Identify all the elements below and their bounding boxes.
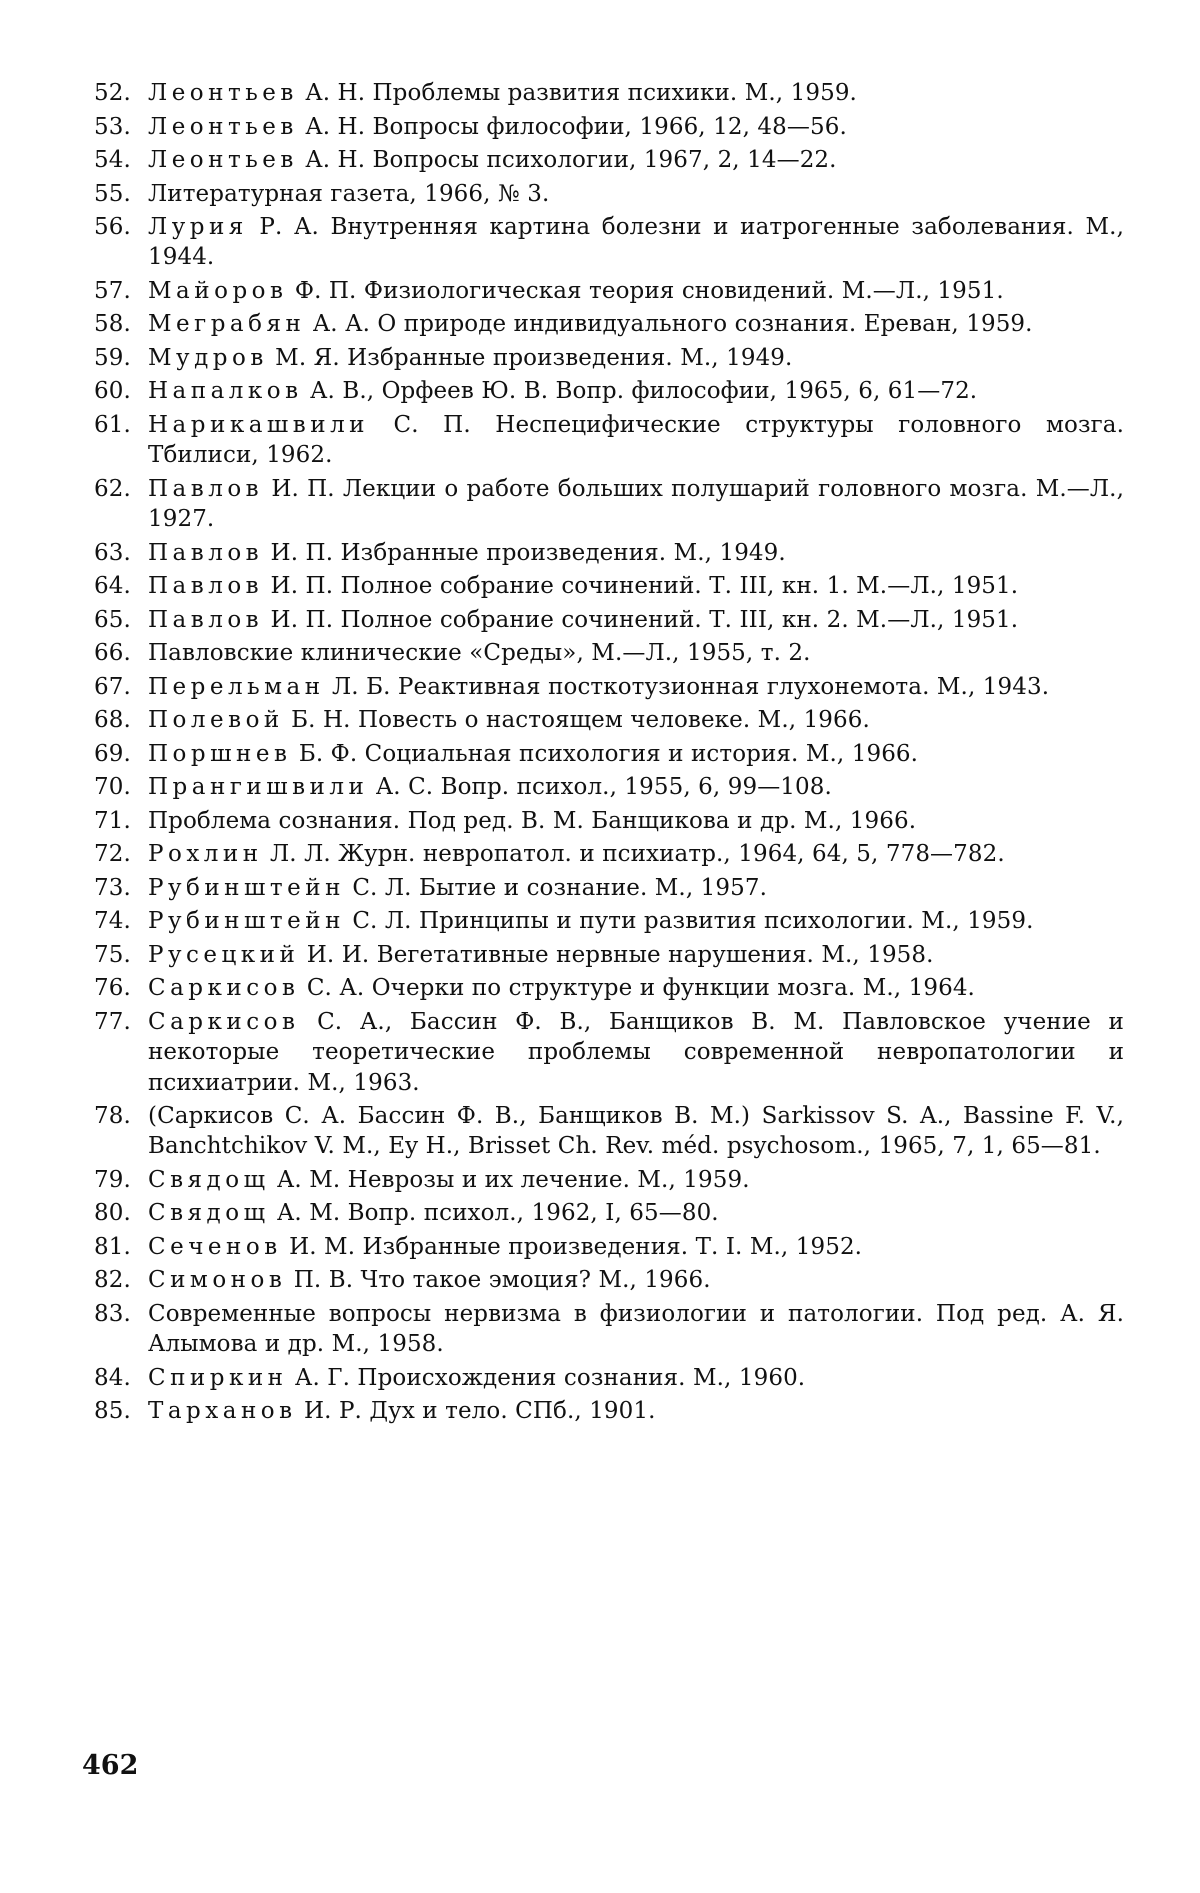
reference-author: Леонтьев [148,80,298,106]
reference-author: Павлов [148,539,264,566]
reference-item [94,1101,1124,1162]
reference-number: 71. [94,807,131,834]
reference-text: А. В., Орфеев Ю. В. Вопр. философии, 1965, 6, 61—72. [302,378,978,405]
reference-author: Лурия [148,214,248,240]
reference-text: Л. Б. Реактивная посткотузионная глухонемота. М., 1943. [324,673,1050,700]
reference-item [94,839,1124,869]
reference-text: С. Л. Бытие и сознание. М., 1957. [344,874,768,901]
reference-text: Проблема сознания. Под ред. В. М. Банщикова и др. М., 1966. [148,807,917,834]
reference-item [94,1165,1124,1195]
reference-number: 63. [94,539,131,566]
reference-text: С. А. Очерки по структуре и функции мозга. М., 1964. [299,975,975,1002]
reference-author: Перельман [148,673,325,700]
reference-text: Б. Ф. Социальная психология и история. М., 1966. [291,740,919,767]
reference-number: 75. [94,941,131,968]
reference-number: 54. [94,147,131,173]
reference-text: А. Н. Вопросы философии, 1966, 12, 48—56. [297,113,847,140]
reference-author: Саркисов [148,1008,300,1035]
reference-item [94,1198,1124,1228]
reference-item [94,179,1124,209]
reference-text: И. П. Лекции о работе больших полушарий головного мозга. М.—Л., 1927. [148,475,1124,533]
reference-number: 56. [94,214,131,240]
reference-text: А. М. Неврозы и их лечение. М., 1959. [269,1166,750,1193]
reference-author: Леонтьев [148,113,298,140]
reference-text: А. Г. Происхождения сознания. М., 1960. [287,1364,806,1391]
reference-text: Ф. П. Физиологическая теория сновидений. М.—Л., 1951. [287,277,1004,304]
reference-author: Рубинштейн [148,908,345,935]
reference-item [94,1007,1124,1098]
reference-item [94,638,1124,668]
reference-item [94,538,1124,568]
reference-item [94,343,1124,373]
reference-number: 77. [94,1008,131,1035]
reference-text: А. М. Вопр. психол., 1962, I, 65—80. [269,1200,719,1227]
reference-text: Л. Л. Журн. невропатол. и психиатр., 1964, 64, 5, 778—782. [262,841,1005,868]
reference-author: Свядощ [148,1200,270,1227]
reference-text: И. П. Полное собрание сочинений. Т. III, кн. 1. М.—Л., 1951. [263,573,1019,600]
reference-text: А. С. Вопр. психол., 1955, 6, 99—108. [368,774,832,801]
reference-number: 81. [94,1233,131,1260]
reference-number: 52. [94,80,131,106]
reference-item [94,605,1124,635]
reference-item [94,873,1124,903]
reference-number: 74. [94,908,131,935]
reference-author: Свядощ [148,1166,270,1193]
reference-item [94,672,1124,702]
reference-number: 60. [94,378,131,405]
reference-number: 64. [94,573,131,600]
reference-text: А. Н. Вопросы психологии, 1967, 2, 14—22. [297,147,837,173]
reference-text: Р. А. Внутренняя картина болезни и иатрогенные заболевания. М., 1944. [148,214,1124,271]
reference-text: С. Л. Принципы и пути развития психологии. М., 1959. [344,908,1034,935]
reference-item [94,212,1124,273]
reference-number: 70. [94,774,131,801]
reference-author: Майоров [148,277,288,304]
reference-author: Нарикашвили [148,411,370,438]
reference-number: 55. [94,180,131,207]
reference-item [94,376,1124,406]
reference-text: А. Н. Проблемы развития психики. М., 1959. [297,80,857,106]
reference-item [94,1299,1124,1360]
reference-text: И. Р. Дух и тело. СПб., 1901. [296,1398,656,1425]
reference-author: Сеченов [148,1233,282,1260]
reference-text: (Саркисов С. А. Бассин Ф. В., Банщиков В. М.) Sarkissov S. A., Bassine F. V., Banchtchikov V. M., Ey H., Brisset Ch. Rev. méd. psychosom., 1965, 7, 1, 65—81. [148,1103,1124,1160]
reference-text: Павловские клинические «Среды», М.—Л., 1955, т. 2. [148,640,811,667]
reference-item [94,705,1124,735]
reference-number: 66. [94,640,131,667]
reference-item [94,1232,1124,1262]
reference-author: Рубинштейн [148,874,345,901]
reference-item [94,145,1124,175]
reference-number: 67. [94,673,131,700]
reference-text: М. Я. Избранные произведения. М., 1949. [267,344,793,371]
reference-item [94,571,1124,601]
reference-text: А. А. О природе индивидуального сознания. Ереван, 1959. [305,311,1033,338]
reference-item [94,112,1124,142]
reference-number: 73. [94,874,131,901]
reference-list [94,78,1124,1430]
reference-item [94,940,1124,970]
reference-number: 82. [94,1267,131,1294]
reference-author: Спиркин [148,1364,288,1391]
reference-author: Полевой [148,707,284,734]
reference-number: 68. [94,707,131,734]
reference-item [94,309,1124,339]
reference-item [94,276,1124,306]
reference-item [94,772,1124,802]
reference-text: Современные вопросы нервизма в физиологии и патологии. Под ред. А. Я. Алымова и др. М., 1958. [148,1300,1124,1358]
reference-author: Павлов [148,475,264,502]
reference-number: 65. [94,606,131,633]
reference-number: 84. [94,1364,131,1391]
page-number: 462 [82,1750,139,1781]
reference-text: И. М. Избранные произведения. Т. I. М., 1952. [281,1233,863,1260]
reference-item [94,78,1124,108]
reference-text: Литературная газета, 1966, № 3. [148,180,550,207]
reference-text: И. П. Избранные произведения. М., 1949. [263,539,786,566]
reference-number: 83. [94,1300,131,1327]
reference-author: Прангишвили [148,774,369,801]
reference-item [94,739,1124,769]
reference-text: Б. Н. Повесть о настоящем человеке. М., 1966. [283,707,870,734]
reference-text: И. П. Полное собрание сочинений. Т. III, кн. 2. М.—Л., 1951. [263,606,1019,633]
reference-number: 78. [94,1103,131,1130]
reference-author: Павлов [148,573,264,600]
reference-number: 53. [94,113,131,140]
reference-author: Саркисов [148,975,300,1002]
reference-item [94,806,1124,836]
reference-number: 85. [94,1398,131,1425]
reference-number: 76. [94,975,131,1002]
reference-text: С. П. Неспецифические структуры головного мозга. Тбилиси, 1962. [148,411,1124,469]
reference-author: Меграбян [148,311,306,338]
reference-author: Леонтьев [148,147,298,173]
reference-item [94,1363,1124,1393]
reference-number: 57. [94,277,131,304]
reference-author: Рохлин [148,841,263,868]
reference-number: 61. [94,411,131,438]
reference-author: Павлов [148,606,264,633]
reference-number: 80. [94,1200,131,1227]
reference-item [94,906,1124,936]
reference-author: Симонов [148,1267,287,1294]
reference-item [94,410,1124,471]
reference-item [94,973,1124,1003]
reference-number: 62. [94,475,131,502]
reference-number: 72. [94,841,131,868]
reference-item [94,1396,1124,1426]
reference-author: Напалков [148,378,303,405]
reference-text: И. И. Вегетативные нервные нарушения. М., 1958. [299,941,934,968]
reference-number: 58. [94,311,131,338]
reference-item [94,474,1124,535]
reference-number: 69. [94,740,131,767]
reference-number: 79. [94,1166,131,1193]
reference-text: П. В. Что такое эмоция? М., 1966. [286,1267,711,1294]
reference-author: Поршнев [148,740,292,767]
reference-text: С. А., Бассин Ф. В., Банщиков В. М. Павловское учение и некоторые теоретические проблемы современной невропатологии и психиатрии. М., 1963. [148,1008,1124,1096]
reference-author: Русецкий [148,941,300,968]
reference-author: Мудров [148,344,268,371]
reference-author: Тарханов [148,1398,297,1425]
reference-item [94,1265,1124,1295]
reference-number: 59. [94,344,131,371]
